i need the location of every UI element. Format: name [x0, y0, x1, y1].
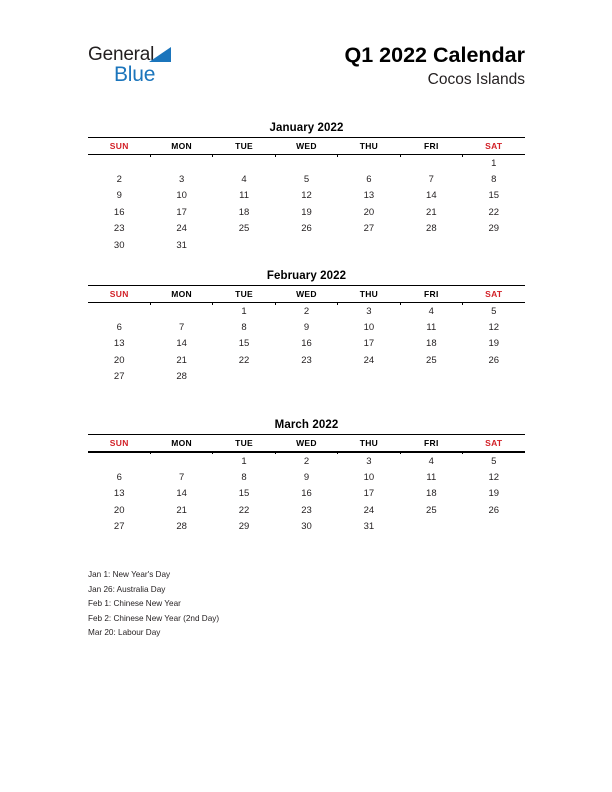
- day-cell[interactable]: 31: [363, 521, 375, 533]
- holiday-list-item: Feb 2: Chinese New Year (2nd Day): [88, 613, 220, 623]
- day-cell[interactable]: 20: [113, 354, 125, 366]
- week-row: [88, 352, 525, 368]
- day-cell[interactable]: 13: [113, 488, 125, 500]
- weekday-header-tue: TUE: [213, 286, 275, 303]
- day-cell[interactable]: 19: [301, 206, 312, 218]
- day-cell-empty: [338, 155, 400, 172]
- day-cell[interactable]: 31: [176, 239, 187, 251]
- weekday-header-mon: MON: [150, 138, 212, 155]
- page-title: Q1 2022 Calendar: [344, 43, 525, 67]
- page-header: [88, 42, 525, 108]
- day-cell[interactable]: 6: [116, 322, 122, 334]
- weekday-header-sun: SUN: [88, 286, 150, 303]
- weekday-header-wed: WED: [275, 435, 337, 453]
- weekday-header-sat: SAT: [463, 286, 525, 303]
- weekday-header-sat: SAT: [463, 138, 525, 155]
- day-cell[interactable]: 16: [301, 338, 312, 350]
- weekday-header-sat: SAT: [463, 435, 525, 453]
- day-cell-empty: [150, 303, 212, 320]
- weekday-header-mon: MON: [150, 435, 212, 453]
- day-cell[interactable]: 22: [238, 354, 250, 366]
- week-row: [88, 221, 525, 237]
- day-cell-empty: [400, 519, 462, 535]
- day-cell-empty: [338, 369, 400, 385]
- day-cell[interactable]: 17: [176, 206, 187, 218]
- holiday-list-item: Feb 1: Chinese New Year: [88, 599, 181, 609]
- week-row: [88, 155, 525, 172]
- day-cell[interactable]: 11: [426, 472, 437, 484]
- day-cell[interactable]: 10: [176, 190, 187, 202]
- day-cell[interactable]: 11: [239, 190, 249, 202]
- day-cell[interactable]: 5: [491, 305, 497, 317]
- week-row: [88, 486, 525, 502]
- day-cell[interactable]: 27: [113, 371, 125, 383]
- weekday-header-thu: THU: [338, 138, 400, 155]
- day-cell-empty: [275, 237, 337, 253]
- logo-text-blue: Blue: [114, 63, 156, 86]
- day-cell[interactable]: 8: [491, 174, 497, 186]
- day-cell[interactable]: 16: [301, 488, 312, 500]
- day-cell[interactable]: 21: [426, 206, 437, 218]
- day-cell[interactable]: 23: [301, 354, 312, 366]
- day-cell[interactable]: 5: [303, 174, 310, 186]
- day-cell[interactable]: 25: [426, 354, 437, 366]
- week-row: [88, 452, 525, 469]
- holiday-list-item: Mar 20: Labour Day: [88, 628, 161, 638]
- week-row: [88, 502, 525, 518]
- week-row: [88, 237, 525, 253]
- day-cell[interactable]: 23: [301, 504, 312, 516]
- day-cell[interactable]: 25: [238, 223, 250, 235]
- day-cell[interactable]: 10: [363, 472, 375, 484]
- weekday-header-wed: WED: [275, 286, 337, 303]
- day-cell-empty: [400, 155, 462, 172]
- week-row: [88, 519, 525, 535]
- day-cell[interactable]: 4: [241, 174, 247, 186]
- day-cell[interactable]: 28: [176, 371, 187, 383]
- day-cell-empty: [400, 237, 462, 253]
- day-cell[interactable]: 1: [241, 455, 247, 467]
- day-cell[interactable]: 7: [178, 472, 185, 484]
- day-cell[interactable]: 7: [428, 174, 434, 186]
- month-grid: [88, 285, 525, 385]
- weekday-header-fri: FRI: [400, 286, 462, 303]
- day-cell[interactable]: 26: [488, 354, 500, 366]
- day-cell[interactable]: 11: [426, 322, 437, 334]
- day-cell-empty: [150, 155, 212, 172]
- generalblue-logo: [88, 44, 198, 94]
- day-cell-empty: [338, 237, 400, 253]
- month-title: February 2022: [266, 270, 347, 282]
- day-cell-holiday[interactable]: 2: [303, 305, 310, 317]
- day-cell-empty: [275, 155, 337, 172]
- day-cell[interactable]: 8: [241, 322, 247, 334]
- day-cell[interactable]: 23: [113, 223, 125, 235]
- week-row: [88, 204, 525, 220]
- weekday-header-fri: FRI: [400, 138, 462, 155]
- day-cell[interactable]: 21: [176, 504, 187, 516]
- holiday-list-item: Jan 1: New Year's Day: [88, 570, 171, 579]
- weekday-header-row: [88, 286, 525, 303]
- day-cell[interactable]: 29: [488, 223, 500, 235]
- day-cell[interactable]: 12: [301, 190, 312, 202]
- week-row: [88, 469, 525, 485]
- month-block-february: [88, 270, 525, 385]
- week-row: [88, 171, 525, 187]
- day-cell-empty: [463, 237, 525, 253]
- day-cell-holiday[interactable]: 26: [301, 223, 312, 235]
- day-cell[interactable]: 28: [426, 223, 437, 235]
- day-cell[interactable]: 12: [488, 472, 500, 484]
- month-title: March 2022: [274, 419, 339, 431]
- day-cell[interactable]: 3: [366, 305, 372, 317]
- day-cell[interactable]: 18: [238, 206, 250, 218]
- day-cell[interactable]: 14: [176, 338, 187, 350]
- day-cell[interactable]: 2: [303, 455, 310, 467]
- day-cell[interactable]: 10: [363, 322, 375, 334]
- page-subtitle: Cocos Islands: [427, 71, 525, 88]
- day-cell[interactable]: 15: [238, 488, 250, 500]
- month-body: [88, 452, 525, 535]
- month-block-march: [88, 419, 525, 535]
- weekday-header-tue: TUE: [213, 138, 275, 155]
- day-cell[interactable]: 15: [238, 338, 250, 350]
- day-cell[interactable]: 3: [178, 174, 185, 186]
- day-cell[interactable]: 29: [238, 521, 250, 533]
- weekday-header-wed: WED: [275, 138, 337, 155]
- day-cell-empty: [275, 369, 337, 385]
- day-cell-empty: [150, 452, 212, 469]
- day-cell[interactable]: 27: [113, 521, 125, 533]
- day-cell[interactable]: 12: [488, 322, 500, 334]
- day-cell-empty: [88, 155, 150, 172]
- day-cell[interactable]: 5: [491, 455, 497, 467]
- weekday-header-sun: SUN: [88, 138, 150, 155]
- day-cell[interactable]: 30: [301, 521, 312, 533]
- day-cell[interactable]: 14: [426, 190, 437, 202]
- day-cell[interactable]: 19: [488, 488, 500, 500]
- day-cell[interactable]: 19: [488, 338, 500, 350]
- day-cell[interactable]: 30: [113, 239, 125, 251]
- day-cell[interactable]: 6: [116, 472, 122, 484]
- day-cell[interactable]: 22: [238, 504, 250, 516]
- month-body: [88, 303, 525, 385]
- day-cell[interactable]: 22: [488, 206, 500, 218]
- day-cell-empty: [463, 369, 525, 385]
- day-cell[interactable]: 1: [491, 157, 497, 169]
- weekday-header-mon: MON: [150, 286, 212, 303]
- month-block-january: [88, 122, 525, 253]
- holiday-list-item: Jan 26: Australia Day: [88, 584, 166, 594]
- day-cell[interactable]: 9: [303, 472, 310, 484]
- month-title: January 2022: [269, 122, 344, 134]
- month-grid: [88, 434, 525, 535]
- day-cell[interactable]: 26: [488, 504, 500, 516]
- day-cell[interactable]: 4: [428, 305, 434, 317]
- day-cell[interactable]: 21: [176, 354, 187, 366]
- day-cell[interactable]: 13: [113, 338, 125, 350]
- weekday-header-row: [88, 138, 525, 155]
- weekday-header-thu: THU: [338, 435, 400, 453]
- weekday-header-thu: THU: [338, 286, 400, 303]
- day-cell[interactable]: 9: [116, 190, 122, 202]
- day-cell[interactable]: 28: [176, 521, 187, 533]
- day-cell[interactable]: 20: [363, 206, 375, 218]
- day-cell-holiday[interactable]: 20: [113, 504, 125, 516]
- day-cell[interactable]: 18: [426, 488, 437, 500]
- holiday-list: [88, 568, 528, 641]
- day-cell-empty: [463, 519, 525, 535]
- day-cell[interactable]: 16: [113, 206, 125, 218]
- day-cell[interactable]: 7: [178, 322, 185, 334]
- week-row: [88, 369, 525, 385]
- week-row: [88, 336, 525, 352]
- day-cell[interactable]: 18: [426, 338, 437, 350]
- day-cell-empty: [213, 155, 275, 172]
- day-cell-empty: [400, 369, 462, 385]
- weekday-header-fri: FRI: [400, 435, 462, 453]
- day-cell[interactable]: 3: [366, 455, 372, 467]
- day-cell-empty: [213, 237, 275, 253]
- day-cell[interactable]: 2: [116, 174, 122, 186]
- day-cell[interactable]: 9: [303, 322, 310, 334]
- day-cell-empty: [213, 369, 275, 385]
- title-block: [345, 42, 525, 90]
- day-cell[interactable]: 6: [366, 174, 372, 186]
- day-cell[interactable]: 24: [363, 504, 375, 516]
- week-row: [88, 303, 525, 320]
- day-cell[interactable]: 24: [363, 354, 375, 366]
- week-row: [88, 188, 525, 204]
- day-cell[interactable]: 15: [488, 190, 500, 202]
- day-cell[interactable]: 27: [363, 223, 375, 235]
- day-cell-empty: [88, 303, 150, 320]
- day-cell[interactable]: 4: [428, 455, 434, 467]
- day-cell-holiday[interactable]: 1: [241, 305, 247, 317]
- logo-text-general: General: [88, 44, 155, 65]
- week-row: [88, 319, 525, 335]
- day-cell[interactable]: 25: [426, 504, 437, 516]
- day-cell[interactable]: 14: [176, 488, 187, 500]
- weekday-header-row: [88, 435, 525, 453]
- month-grid: [88, 137, 525, 253]
- day-cell[interactable]: 13: [363, 190, 375, 202]
- weekday-header-sun: SUN: [88, 435, 150, 453]
- weekday-header-tue: TUE: [213, 435, 275, 453]
- day-cell[interactable]: 17: [363, 338, 375, 350]
- month-body: [88, 155, 525, 254]
- day-cell[interactable]: 24: [176, 223, 187, 235]
- day-cell[interactable]: 17: [363, 488, 375, 500]
- day-cell[interactable]: 8: [241, 472, 247, 484]
- day-cell-empty: [88, 452, 150, 469]
